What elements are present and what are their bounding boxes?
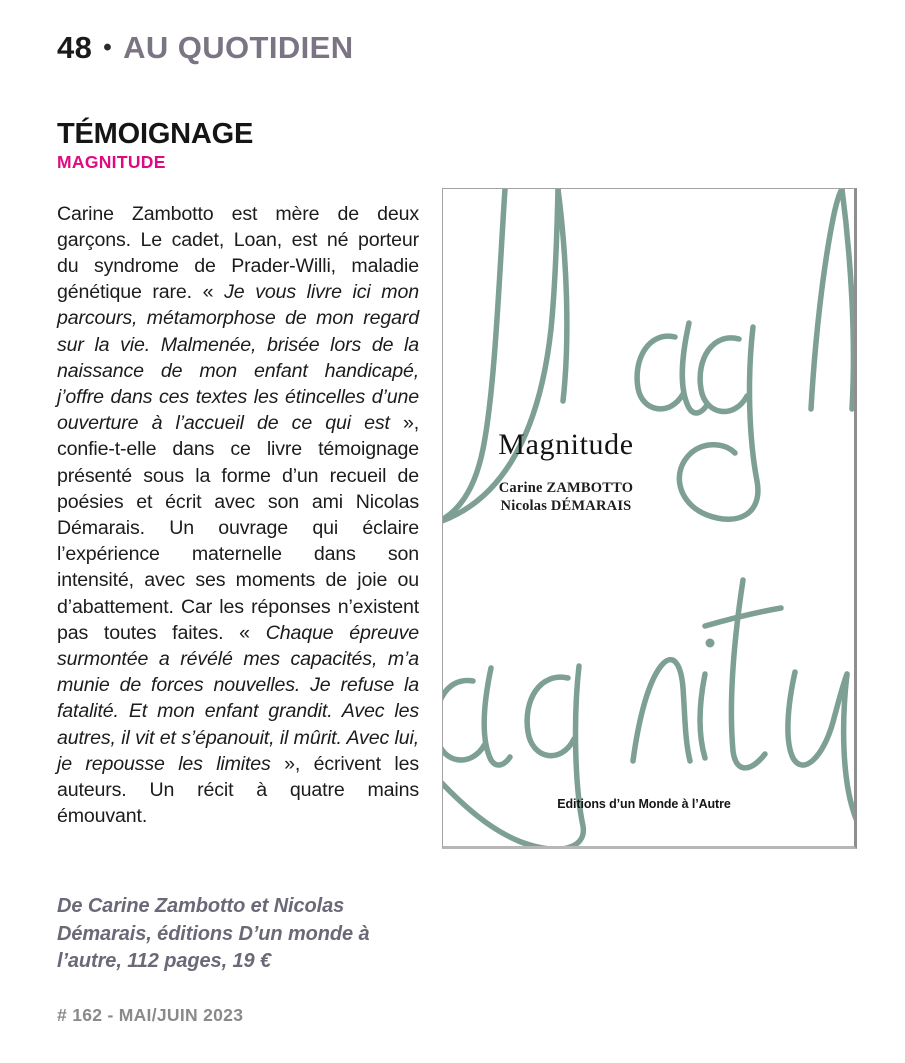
cover-title: Magnitude [498, 428, 634, 461]
cover-author: Nicolas DÉMARAIS [500, 498, 632, 514]
issue-footer: # 162 - MAI/JUIN 2023 [57, 1005, 244, 1025]
page-number: 48 [57, 30, 93, 65]
cover-authors [443, 479, 689, 515]
article-byline: De Carine Zambotto et Nicolas Démarais, éditions D’un monde à l’autre, 112 pages, 19 € [57, 895, 370, 972]
cover-publisher: Editions d’un Monde à l’Autre [557, 797, 731, 811]
body-segment-quote: Je vous livre ici mon parcours, métamorphose de mon regard sur la vie. Malmenée, brisée lors de la naissance de mon enfant handicapé, j’offre dans ces textes les étincelles d’une ouverture à l’accueil de ce qui est [57, 281, 419, 435]
section-title: AU QUOTIDIEN [123, 30, 354, 65]
article-title: MAGNITUDE [57, 152, 166, 172]
script-lettering-magn-icon [443, 189, 854, 529]
body-segment: », confie-t-elle dans ce livre témoignage présenté sous la forme d’un recueil de poésies et écrit avec son ami Nicolas Démarais. Un ouvrage qui éclaire l’expérience maternelle dans son intensité, avec ses moments de joie ou d’abattement. Car les réponses n’existent pas toutes faites. « [57, 412, 419, 644]
i-dot [706, 639, 715, 648]
body-segment: Carine Zambotto est mère de deux garçons. Le cadet, Loan, est né porteur du syndrome de Prader-Willi, maladie génétique rare. « [57, 202, 419, 304]
body-segment-quote: Chaque épreuve surmontée a révélé mes capacités, m’a munie de forces nouvelles. Je refuse la fatalité. Et mon enfant grandit. Avec les autres, il vit et s’épanouit, il mûrit. Avec lui, je repousse les limites [57, 621, 419, 775]
bullet-separator: • [103, 34, 113, 61]
page-header [57, 30, 354, 69]
body-segment: », écrivent les auteurs. Un récit à quatre mains émouvant. [57, 752, 419, 828]
book-cover [442, 188, 857, 849]
article-kicker: TÉMOIGNAGE [57, 118, 254, 150]
article-body [57, 201, 419, 830]
cover-author: Carine ZAMBOTTO [498, 480, 634, 496]
